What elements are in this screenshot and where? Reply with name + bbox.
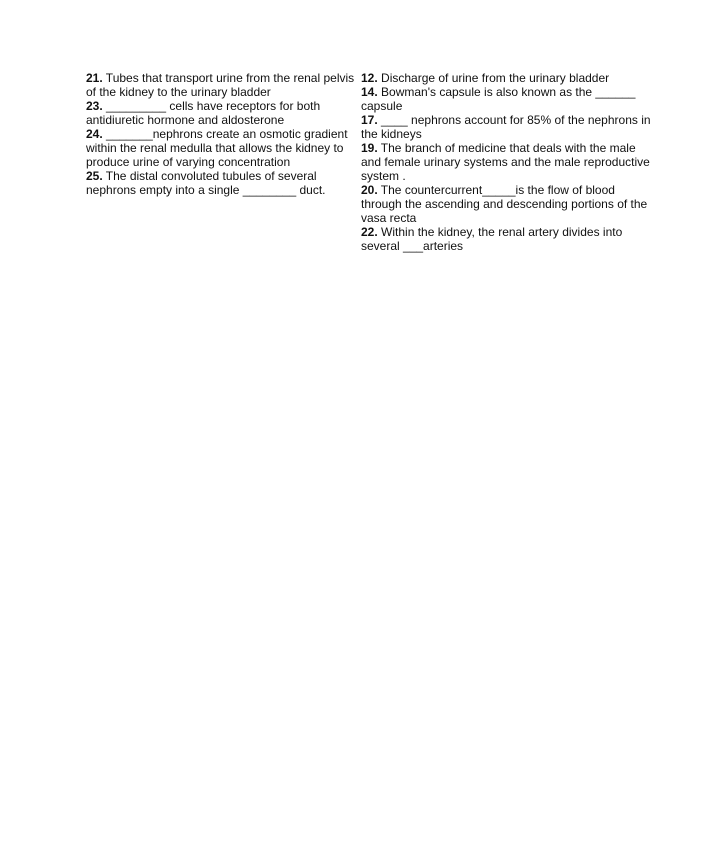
clue-25: 25. The distal convoluted tubules of several nephrons empty into a single ________ duct. — [86, 169, 326, 197]
clue-17: 17. ____ nephrons account for 85% of the nephrons in the kidneys — [361, 113, 651, 141]
clue-14: 14. Bowman's capsule is also known as the ______ capsule — [361, 85, 636, 113]
clue-23: 23. _________ cells have receptors for both antidiuretic hormone and aldosterone — [86, 99, 321, 127]
clue-22: 22. Within the kidney, the renal artery divides into several ___arteries — [361, 225, 623, 253]
clue-20: 20. The countercurrent_____is the flow of blood through the ascending and descending portions of the vasa recta — [361, 183, 648, 225]
left-clue-column — [86, 71, 360, 197]
clue-19: 19. The branch of medicine that deals with the male and female urinary systems and the male reproductive system . — [361, 141, 650, 183]
clue-12: 12. Discharge of urine from the urinary bladder — [361, 71, 610, 85]
clue-24: 24. _______nephrons create an osmotic gradient within the renal medulla that allows the kidney to produce urine of varying concentration — [86, 127, 348, 169]
right-clue-column — [361, 71, 651, 253]
clue-21: 21. Tubes that transport urine from the renal pelvis of the kidney to the urinary bladder — [86, 71, 355, 99]
